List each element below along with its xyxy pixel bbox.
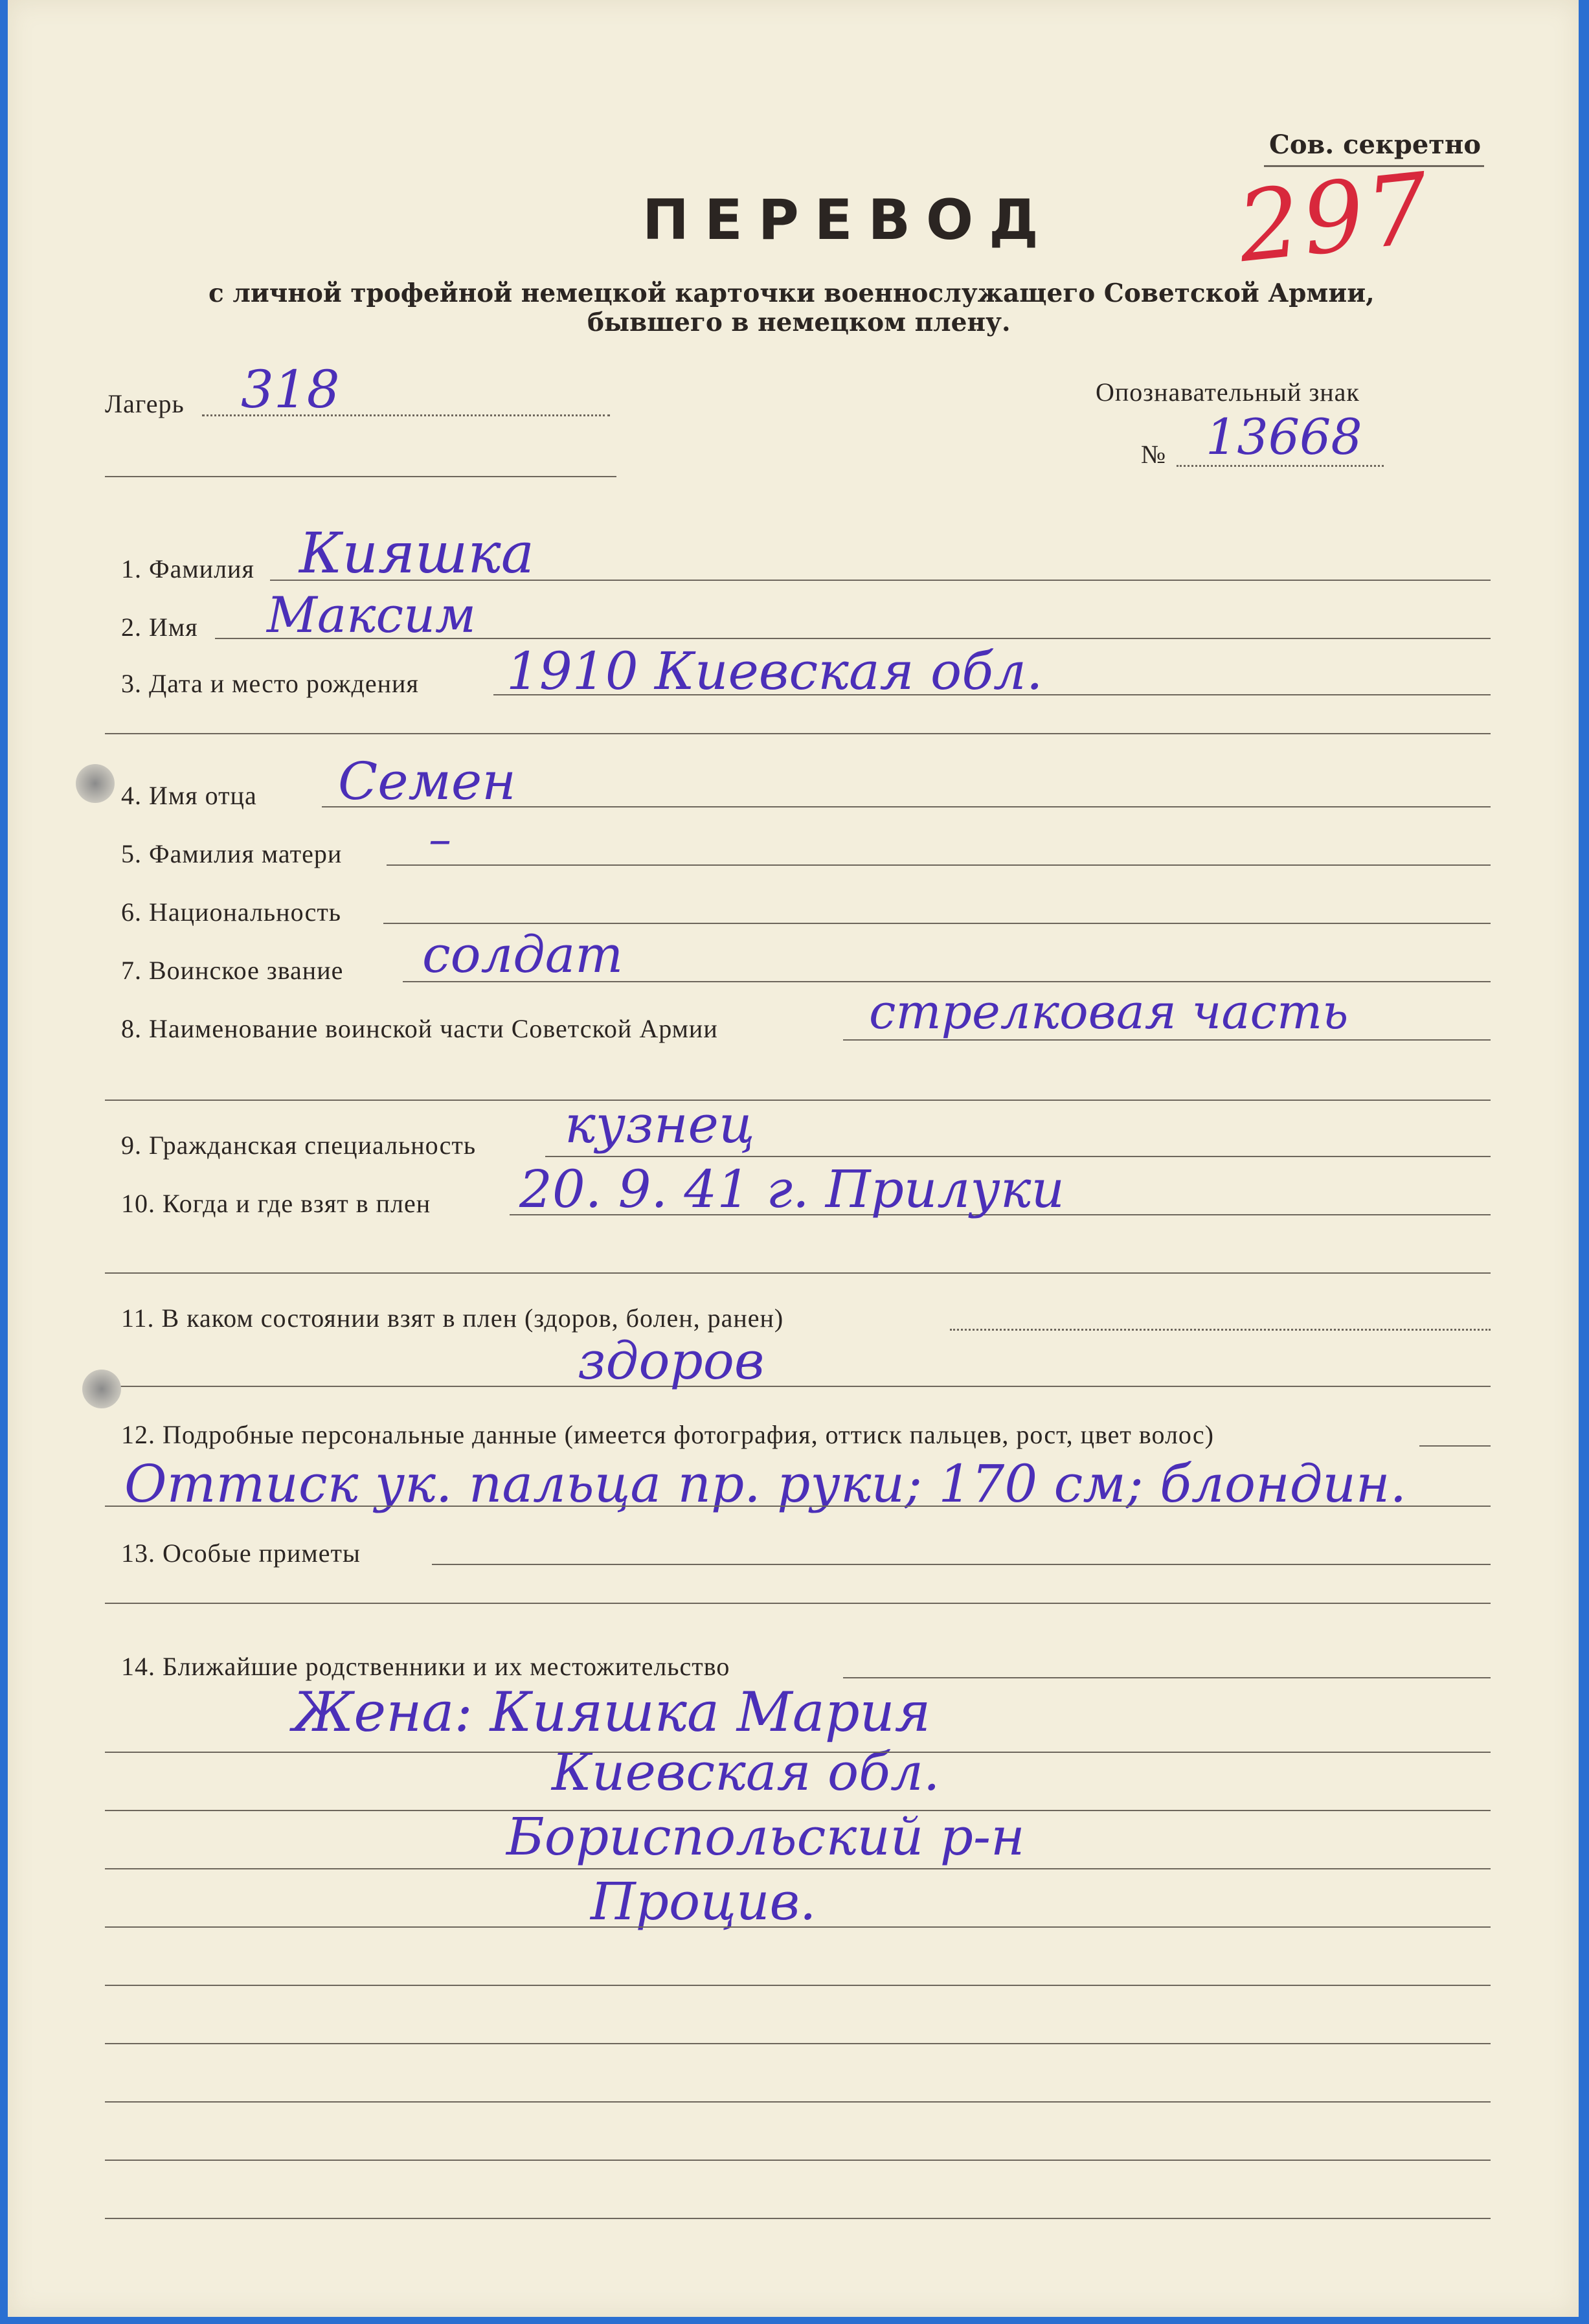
field-mother-value: – — [429, 813, 451, 866]
relatives-ruled-line-7 — [105, 2101, 1491, 2103]
punch-hole-top — [76, 764, 115, 803]
field-birth-label: 3. Дата и место рождения — [121, 669, 419, 698]
field-father-label: 4. Имя отца — [121, 781, 257, 810]
field-condition-extra-line — [105, 1386, 1491, 1387]
relatives-line-2: Киевская обл. — [552, 1742, 940, 1802]
relatives-ruled-line-6 — [105, 2043, 1491, 2044]
camp-label: Лагерь — [105, 389, 185, 418]
field-first-name-value: Максим — [267, 586, 477, 644]
field-father-value: Семен — [338, 751, 516, 811]
field-first-name-label: 2. Имя — [121, 613, 198, 642]
camp-extra-line — [105, 476, 616, 477]
relatives-ruled-line-3 — [105, 1868, 1491, 1869]
field-rank-label: 7. Воинское звание — [121, 956, 344, 985]
document-title: ПЕРЕВОД — [642, 188, 1054, 253]
field-marks-line — [432, 1564, 1491, 1565]
relatives-line-3: Бориспольский р-н — [506, 1807, 1025, 1867]
field-surname-label: 1. Фамилия — [121, 554, 254, 583]
field-capture-value: 20. 9. 41 г. Прилуки — [519, 1159, 1065, 1219]
field-profession-value: кузнец — [565, 1094, 755, 1155]
camp-value: 318 — [241, 359, 340, 420]
field-unit-label: 8. Наименование воинской части Советской Армии — [121, 1014, 718, 1043]
relatives-ruled-line-2 — [105, 1810, 1491, 1811]
relatives-ruled-line-1 — [105, 1752, 1491, 1753]
field-mother-label: 5. Фамилия матери — [121, 839, 343, 868]
field-personal-data-line — [1419, 1445, 1491, 1447]
field-surname-value: Кияшка — [299, 521, 534, 586]
field-nationality-line — [383, 923, 1491, 924]
relatives-ruled-line-9 — [105, 2218, 1491, 2219]
field-capture-label: 10. Когда и где взят в плен — [121, 1189, 431, 1218]
field-profession-label: 9. Гражданская специальность — [121, 1131, 477, 1160]
id-tag-label: Опознавательный знак — [1096, 378, 1360, 407]
field-rank-value: солдат — [422, 926, 624, 984]
relatives-line-4: Процив. — [591, 1871, 817, 1932]
field-condition-label: 11. В каком состоянии взят в плен (здоров, болен, ранен) — [121, 1303, 784, 1333]
id-tag-number-prefix: № — [1141, 440, 1167, 469]
field-birth-extra-line — [105, 733, 1491, 734]
document-subtitle-line2: бывшего в немецком плену. — [587, 308, 1011, 337]
field-personal-data-extra-line — [105, 1506, 1491, 1507]
file-number: 297 — [1232, 152, 1437, 285]
classification-label: Сов. секретно — [1269, 130, 1482, 160]
field-capture-extra-line — [105, 1272, 1491, 1274]
document-sheet — [8, 0, 1579, 2317]
field-marks-label: 13. Особые приметы — [121, 1539, 361, 1568]
field-profession-line — [545, 1156, 1491, 1157]
field-unit-value: стрелковая часть — [869, 984, 1349, 1040]
relatives-line-1: Жена: Кияшка Мария — [293, 1680, 931, 1744]
field-condition-line — [950, 1329, 1491, 1331]
field-unit-extra-line — [105, 1100, 1491, 1101]
id-tag-value: 13668 — [1206, 408, 1362, 466]
field-birth-value: 1910 Киевская обл. — [506, 641, 1043, 701]
field-condition-value: здоров — [578, 1331, 765, 1391]
relatives-ruled-line-4 — [105, 1926, 1491, 1928]
field-relatives-label: 14. Ближайшие родственники и их местожительство — [121, 1652, 730, 1681]
field-marks-extra-line — [105, 1603, 1491, 1604]
field-personal-data-value: Оттиск ук. пальца пр. руки; 170 см; блондин. — [124, 1454, 1407, 1514]
field-mother-line — [387, 864, 1491, 866]
field-relatives-line — [843, 1677, 1491, 1678]
field-personal-data-label: 12. Подробные персональные данные (имеется фотография, оттиск пальцев, рост, цвет волос) — [121, 1420, 1214, 1449]
field-nationality-label: 6. Национальность — [121, 897, 342, 927]
relatives-ruled-line-5 — [105, 1985, 1491, 1986]
relatives-ruled-line-8 — [105, 2160, 1491, 2161]
document-subtitle-line1: с личной трофейной немецкой карточки военнослужащего Советской Армии, — [208, 278, 1375, 308]
punch-hole-middle — [82, 1370, 121, 1408]
